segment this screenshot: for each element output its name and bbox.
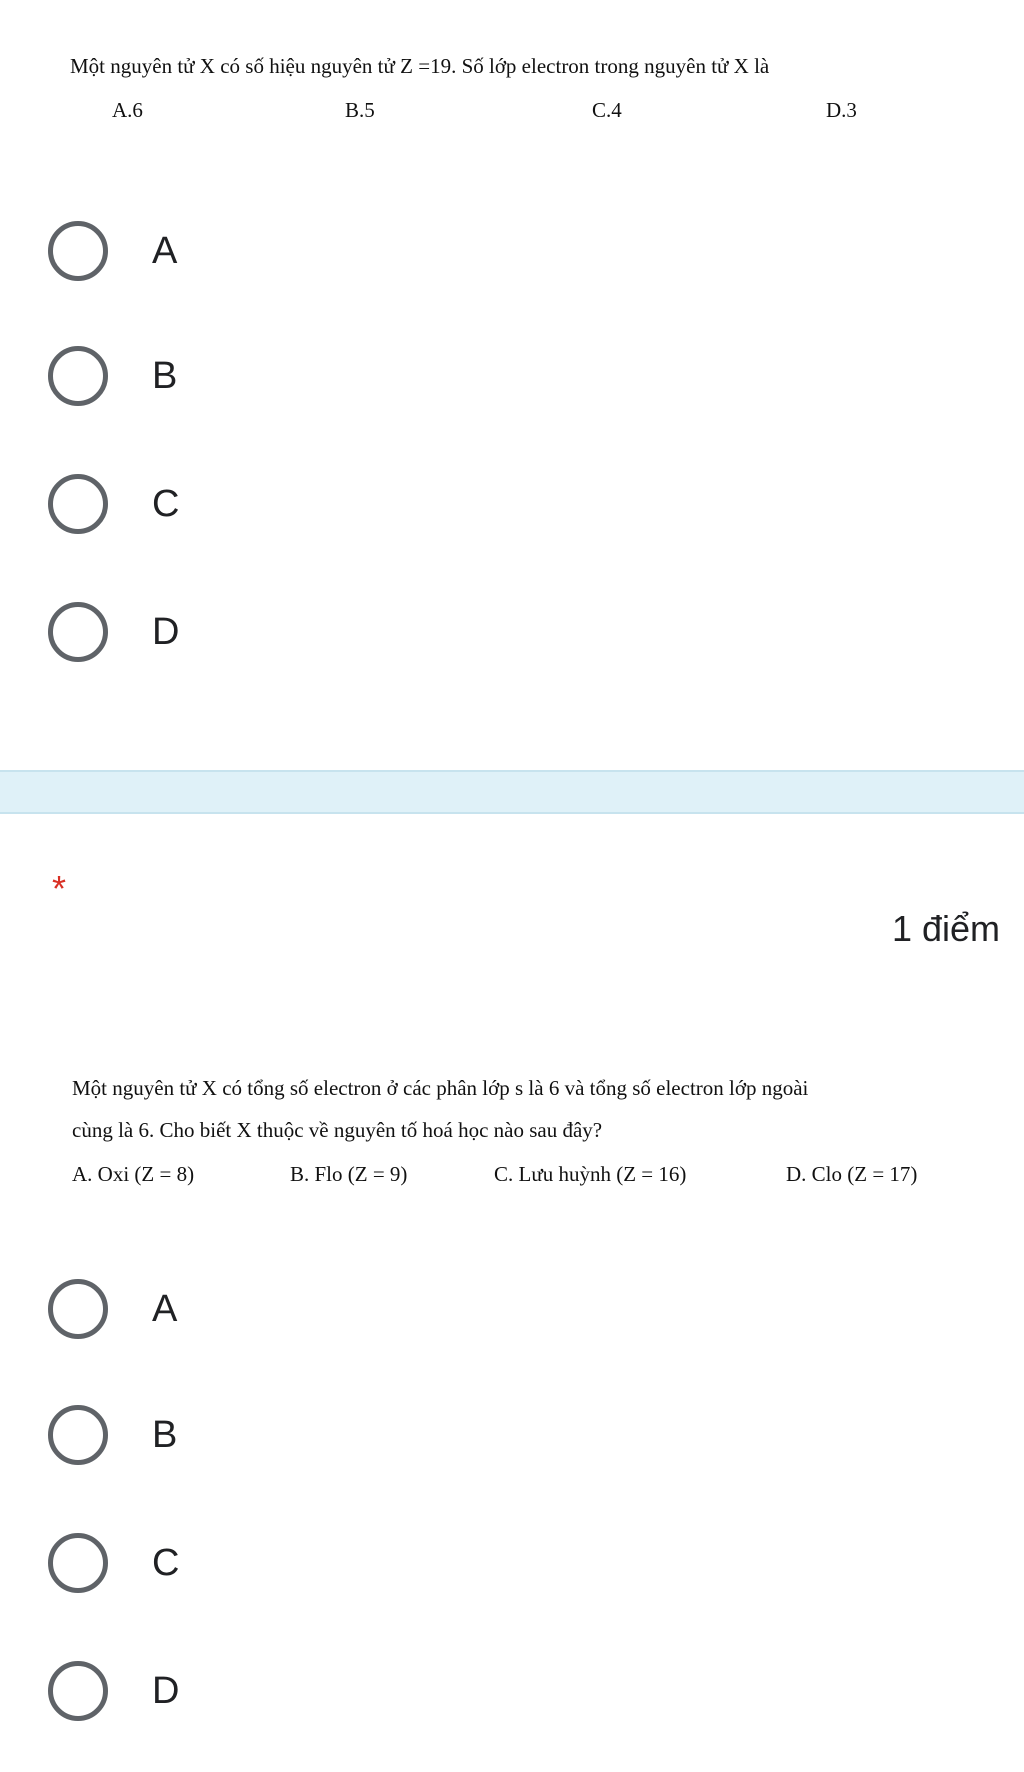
radio-icon[interactable] — [48, 346, 108, 406]
question-1-choice-b: B.5 — [345, 98, 375, 122]
question-2-choice-c: C. Lưu huỳnh (Z = 16) — [494, 1162, 687, 1186]
question-2-choice-b: B. Flo (Z = 9) — [290, 1162, 408, 1186]
question-divider — [0, 770, 1024, 814]
question-2-text-line-2: cùng là 6. Cho biết X thuộc về nguyên tố hoá học nào sau đây? — [72, 1118, 603, 1142]
q1-option-c[interactable] — [48, 469, 948, 539]
question-2-choice-d: D. Clo (Z = 17) — [786, 1162, 918, 1186]
q2-option-d-label: D — [152, 1669, 180, 1712]
radio-icon[interactable] — [48, 602, 108, 662]
q2-option-a[interactable] — [48, 1274, 948, 1344]
q1-option-b-label: B — [152, 354, 178, 397]
q1-option-a-label: A — [152, 229, 178, 272]
points-label: 1 điểm — [891, 908, 1000, 949]
radio-icon[interactable] — [48, 1661, 108, 1721]
question-1-choice-c: C.4 — [592, 98, 622, 122]
q1-option-b[interactable] — [48, 341, 948, 411]
q2-option-d[interactable] — [48, 1656, 948, 1726]
question-1-choice-a: A.6 — [112, 98, 143, 122]
question-2-text-line-1: Một nguyên tử X có tổng số electron ở các phân lớp s là 6 và tổng số electron lớp ngoài — [72, 1076, 809, 1100]
question-1-choice-d: D.3 — [826, 98, 857, 122]
radio-icon[interactable] — [48, 1405, 108, 1465]
q2-option-b[interactable] — [48, 1400, 948, 1470]
q1-option-d[interactable] — [48, 597, 948, 667]
q2-option-c[interactable] — [48, 1528, 948, 1598]
q2-option-c-label: C — [152, 1541, 180, 1584]
question-1-text: Một nguyên tử X có số hiệu nguyên tử Z =19. Số lớp electron trong nguyên tử X là — [70, 54, 770, 78]
q2-option-a-label: A — [152, 1287, 178, 1330]
radio-icon[interactable] — [48, 1279, 108, 1339]
question-2-choice-a: A. Oxi (Z = 8) — [72, 1162, 195, 1186]
radio-icon[interactable] — [48, 1533, 108, 1593]
q1-option-d-label: D — [152, 610, 180, 653]
radio-icon[interactable] — [48, 474, 108, 534]
q1-option-c-label: C — [152, 482, 180, 525]
q2-option-b-label: B — [152, 1413, 178, 1456]
q1-option-a[interactable] — [48, 216, 948, 286]
required-mark: * — [52, 868, 67, 909]
radio-icon[interactable] — [48, 221, 108, 281]
